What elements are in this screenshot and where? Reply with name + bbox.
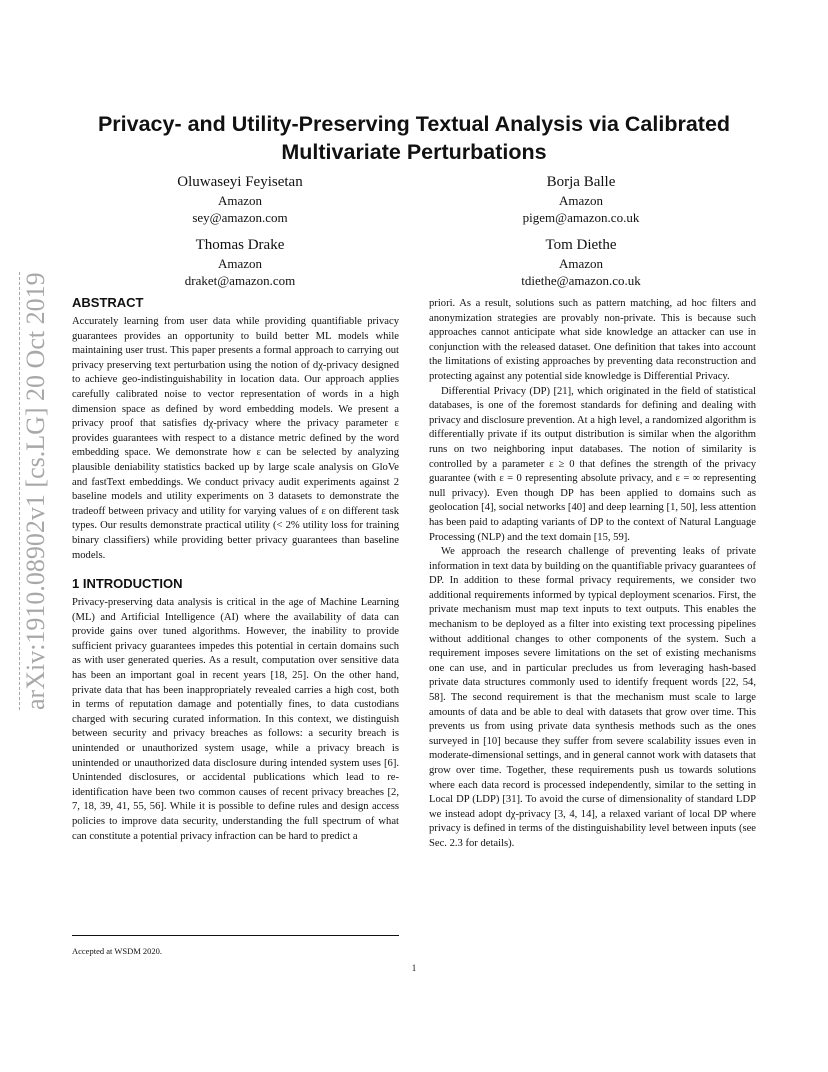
footnote: Accepted at WSDM 2020. xyxy=(72,946,163,956)
author-name: Thomas Drake xyxy=(195,237,285,253)
author-email: draket@amazon.com xyxy=(184,273,296,288)
intro-paragraph-continued: priori. As a result, solutions such as pattern matching, ad hoc filters and anonymization strategies are provably non-private. This is because such approaches cannot anticipate what side knowledge an attacker can use in conjunction with the released dataset. One definition that takes into account the limitations of existing approaches by preventing data reconstruction and protecting against any potential side knowledge is Differential Privacy. xyxy=(429,298,756,382)
author-block-4 xyxy=(461,235,701,289)
title-line-1: Privacy- and Utility-Preserving Textual Analysis via Calibrated xyxy=(97,112,731,136)
author-affiliation: Amazon xyxy=(217,193,263,208)
left-column xyxy=(72,294,399,844)
title-line-2: Multivariate Perturbations xyxy=(281,140,547,164)
right-column xyxy=(429,297,756,852)
author-block-2 xyxy=(461,172,701,226)
intro-paragraph-3: We approach the research challenge of preventing leaks of private information in text data by building on the quantifiable privacy guarantees of DP. In addition to these formal privacy requirements, we consider two additional requirements informed by typical deployment scenarios. First, the private mechanism must map text inputs to text outputs. This enables the mechanism to be deployed as a filter into existing text processing pipelines without additional changes to other components of the system. Such a requirement imposes severe limitations on the set of existing mechanisms one can use, and in particular precludes us from leveraging hash-based private data structures commonly used to identify frequent words [22, 54, 58]. The second requirement is that the mechanism must scale to large amounts of data and be able to deal with datasets that grow over time. This prevents us from using private data synthesis methods such as the ones surveyed in [10] because they suffer from severe scalability issues even in moderate-dimensional settings, and in general cannot work with datasets that grow over time. Together, these requirements push us towards solutions where each data record is processed independently, similar to the setting in Local DP (LDP) [31]. To avoid the curse of dimensionality of standard LDP we instead adopt dχ-privacy [3, 4, 14], a relaxed variant of local DP where privacy is defined in terms of the distinguishability level between inputs (see Sec. 2.3 for details). xyxy=(429,546,756,849)
author-name: Oluwaseyi Feyisetan xyxy=(177,174,303,190)
intro-paragraph-2: Differential Privacy (DP) [21], which originated in the field of statistical databases, is one of the foremost standards for defining and dealing with privacy and disclosure prevention. At a high level, a randomized algorithm is differentially private if its output distribution is similar when the algorithm runs on two neighboring input databases. The notion of similarity is controlled by a parameter ε ≥ 0 that defines the strength of the privacy guarantee (with ε = 0 representing absolute privacy, and ε = ∞ representing null privacy). Even though DP has been applied to domains such as geolocation [4], social networks [40] and deep learning [1, 50], less attention has been paid to adapting variants of DP to the context of Natural Language Processing (NLP) and the text domain [15, 59]. xyxy=(429,385,756,543)
abstract-heading: ABSTRACT xyxy=(72,295,144,310)
introduction-heading: 1 INTRODUCTION xyxy=(72,576,183,592)
author-email: sey@amazon.com xyxy=(192,210,288,225)
author-name: Borja Balle xyxy=(546,174,616,190)
author-affiliation: Amazon xyxy=(558,193,604,208)
author-email: pigem@amazon.co.uk xyxy=(522,210,640,225)
paper-title xyxy=(60,110,768,166)
author-block-3 xyxy=(120,235,360,289)
page-number: 1 xyxy=(411,963,417,973)
author-affiliation: Amazon xyxy=(558,256,604,271)
author-name: Tom Diethe xyxy=(545,237,617,253)
arxiv-stamp: arXiv:1910.08902v1 [cs.LG] 20 Oct 2019 xyxy=(19,260,51,710)
author-affiliation: Amazon xyxy=(217,256,263,271)
author-block-1 xyxy=(120,172,360,226)
abstract-text: Accurately learning from user data while providing quantifiable privacy guarantees provides an opportunity to build better ML models while maintaining user trust. This paper presents a formal approach to carrying out privacy preserving text perturbation using the notion of dχ-privacy designed to achieve geo-indistinguishability in location data. Our approach applies carefully calibrated noise to vector representation of words in a high dimension space as defined by word embedding models. We present a privacy proof that satisfies dχ-privacy where the privacy parameter ε provides guarantees with respect to a distance metric defined by the word embedding space. We demonstrate how ε can be selected by analyzing plausible deniability statistics backed up by large scale analysis on GloVe and fastText embeddings. We conduct privacy audit experiments against 2 baseline models and utility experiments on 3 datasets to demonstrate the tradeoff between privacy and utility for varying values of ε on different task types. Our results demonstrate practical utility (< 2% utility loss for training binary classifiers) while providing better privacy guarantees than baseline models. xyxy=(72,316,399,561)
intro-paragraph-1: Privacy-preserving data analysis is critical in the age of Machine Learning (ML) and Artificial Intelligence (AI) where the availability of data can provide gains over tuned algorithms. However, the inability to provide sufficient privacy guarantees impedes this potential in certain domains such as with user generated queries. As a result, computation over sensitive data has been an important goal in recent years [18, 25]. On the other hand, private data that has been inappropriately revealed carries a high cost, both in terms of reputation damage and potentially fines, to data custodians charged with securing curated information. In this context, we distinguish between security and privacy breaches as follows: a security breach is unintended or unauthorized system usage, while a privacy breach is unintended or unauthorized data disclosure during intended system uses [6]. Unintended disclosures, or accidental publications which lead to re-identification have been two common causes of recent privacy breaches [2, 7, 18, 39, 41, 55, 56]. While it is possible to define rules and design access policies to improve data security, understanding the full spectrum of what can constitute a potential privacy infraction can be hard to predict a xyxy=(72,597,399,842)
author-email: tdiethe@amazon.co.uk xyxy=(521,273,641,288)
footnote-divider xyxy=(72,935,399,936)
